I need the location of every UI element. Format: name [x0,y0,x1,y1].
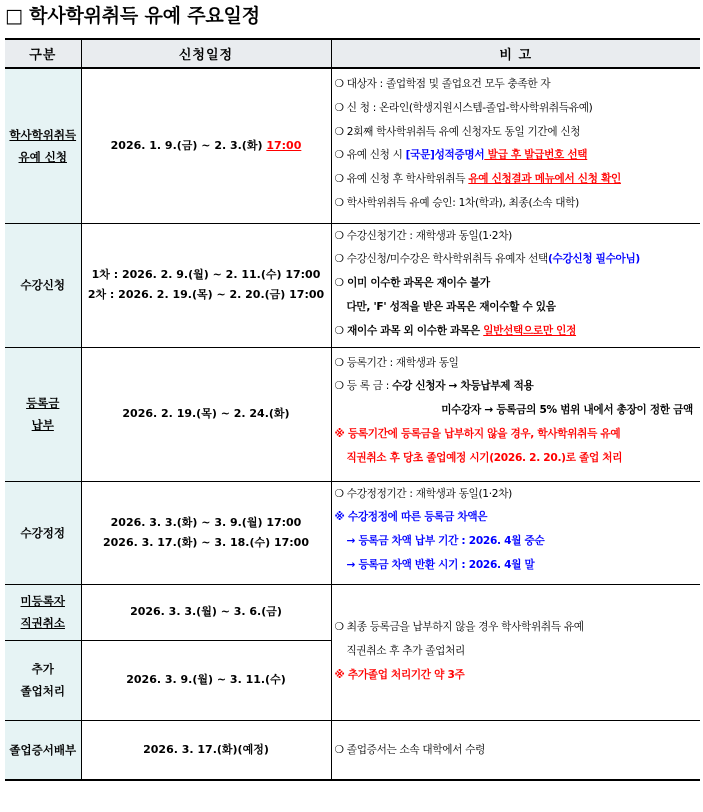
category-label: 납부 [31,418,54,432]
remark-line: ❍ 대상자 : 졸업학점 및 졸업요건 모두 충족한 자 [334,78,551,90]
remark-line [335,320,698,344]
header-category: 구분 [5,39,81,68]
category-cell [5,223,81,347]
category-cell [5,584,81,640]
remark-line: 직권취소 후 추가 졸업처리 [346,645,465,658]
remarks-cell [331,347,700,481]
remarks-cell [331,584,700,720]
remark-line: → 등록금 차액 반환 시기 : 2026. 4월 말 [346,558,535,571]
schedule-cell [81,481,331,584]
category-label: 유예 신청 [18,149,67,164]
remark-highlight: (수강신청 필수아님) [547,253,640,266]
table-row [5,68,700,223]
header-remarks: 비 고 [331,39,700,68]
remark-text: ❍ 유예 신청 후 학사학위취득 [334,173,469,186]
remarks-cell [331,223,700,347]
remark-line: ❍ 2회째 학사학위취득 유예 신청자도 동일 기간에 신청 [334,125,581,138]
remark-text: ❍ 재이수 과목 외 이수한 과목은 [334,324,484,337]
remark-line: ❍ 수강신청기간 : 재학생과 동일(1·2차) [334,229,512,242]
schedule-cell: 2026. 3. 17.(화)(예정) [81,720,331,780]
remark-text: ❍ 등 록 금 : [334,380,393,393]
remark-line: ※ 등록기간에 등록금을 납부하지 않을 경우, 학사학위취득 유예 [334,427,621,440]
remarks-cell [331,68,700,223]
schedule-cell: 2026. 3. 9.(월) ~ 3. 11.(수) [81,640,331,720]
category-label: 등록금 [26,396,60,410]
table-header-row [5,39,700,68]
remark-line: ❍ 이미 이수한 과목은 재이수 불가 [334,277,490,290]
remark-highlight: 유예 신청결과 메뉴에서 신청 확인 [468,173,621,186]
remark-line [335,144,698,168]
remark-line [335,248,698,272]
remarks-cell: ❍ 졸업증서는 소속 대학에서 수령 [331,720,700,780]
schedule-text: 2026. 3. 17.(화) ~ 3. 18.(수) 17:00 [102,535,309,549]
schedule-cell: 2026. 3. 3.(월) ~ 3. 6.(금) [81,584,331,640]
deadline-time: 17:00 [266,138,302,152]
remark-line: ❍ 학사학위취득 유예 승인: 1차(학과), 최종(소속 대학) [334,196,579,209]
remark-line: ❍ 등록기간 : 재학생과 동일 [334,356,459,369]
category-label: 미등록자 [20,594,65,608]
remark-highlight: [국문]성적증명서 [405,149,485,162]
category-label: 학사학위취득 [9,127,77,142]
remark-line: ❍ 최종 등록금을 납부하지 않을 경우 학사학위취득 유예 [334,621,584,634]
category-label: 추가 [31,662,54,676]
category-cell [5,347,81,481]
table-row [5,347,700,481]
remark-text: ❍ 유예 신청 시 [334,149,406,162]
table-row [5,720,700,780]
table-row [5,584,700,640]
category-label: 수강정정 [20,525,65,540]
remark-line: 미수강자 → 등록금의 5% 범위 내에서 총장이 정한 금액 [441,404,693,417]
table-row [5,481,700,584]
category-label: 졸업처리 [20,684,65,698]
remark-line: ※ 추가졸업 처리기간 약 3주 [334,668,465,681]
remark-highlight: 일반선택으로만 인정 [483,324,577,337]
header-schedule: 신청일정 [81,39,331,68]
remark-text: 수강 신청자 → 차등납부제 적용 [392,380,534,393]
remark-line: 다만, 'F' 성적을 받은 과목은 재이수할 수 있음 [346,300,556,313]
schedule-cell [81,68,331,223]
schedule-cell [81,223,331,347]
schedule-cell: 2026. 2. 19.(목) ~ 2. 24.(화) [81,347,331,481]
remark-highlight: 발급 후 발급번호 선택 [484,149,588,162]
page-title: □ 학사학위취득 유예 주요일정 [5,5,260,27]
schedule-text: 2026. 1. 9.(금) ~ 2. 3.(화) [110,138,267,152]
remark-line: → 등록금 차액 납부 기간 : 2026. 4월 중순 [346,535,545,548]
remarks-cell [331,481,700,584]
remark-line: ❍ 수강정정기간 : 재학생과 동일(1·2차) [334,487,512,500]
schedule-text: 2차 : 2026. 2. 19.(목) ~ 2. 20.(금) 17:00 [87,288,325,301]
remark-line: ❍ 신 청 : 온라인(학생지원시스템-졸업-학사학위취득유예) [334,101,593,114]
category-label: 수강신청 [20,278,65,292]
schedule-text: 1차 : 2026. 2. 9.(월) ~ 2. 11.(수) 17:00 [91,268,321,281]
schedule-text: 2026. 3. 3.(화) ~ 3. 9.(월) 17:00 [110,515,302,529]
table-row [5,223,700,347]
remark-line: 직권취소 후 당초 졸업예정 시기(2026. 2. 20.)로 졸업 처리 [346,451,623,464]
remark-line [335,375,698,399]
category-cell [5,640,81,720]
category-cell [5,68,81,223]
category-cell [5,481,81,584]
remark-line: ※ 수강정정에 따른 등록금 차액은 [334,511,488,524]
remark-text: ❍ 수강신청/미수강은 학사학위취득 유예자 선택 [334,253,548,266]
category-label: 직권취소 [20,616,65,630]
category-cell: 졸업증서배부 [5,720,81,780]
remark-line [335,168,698,192]
schedule-table [5,38,700,781]
